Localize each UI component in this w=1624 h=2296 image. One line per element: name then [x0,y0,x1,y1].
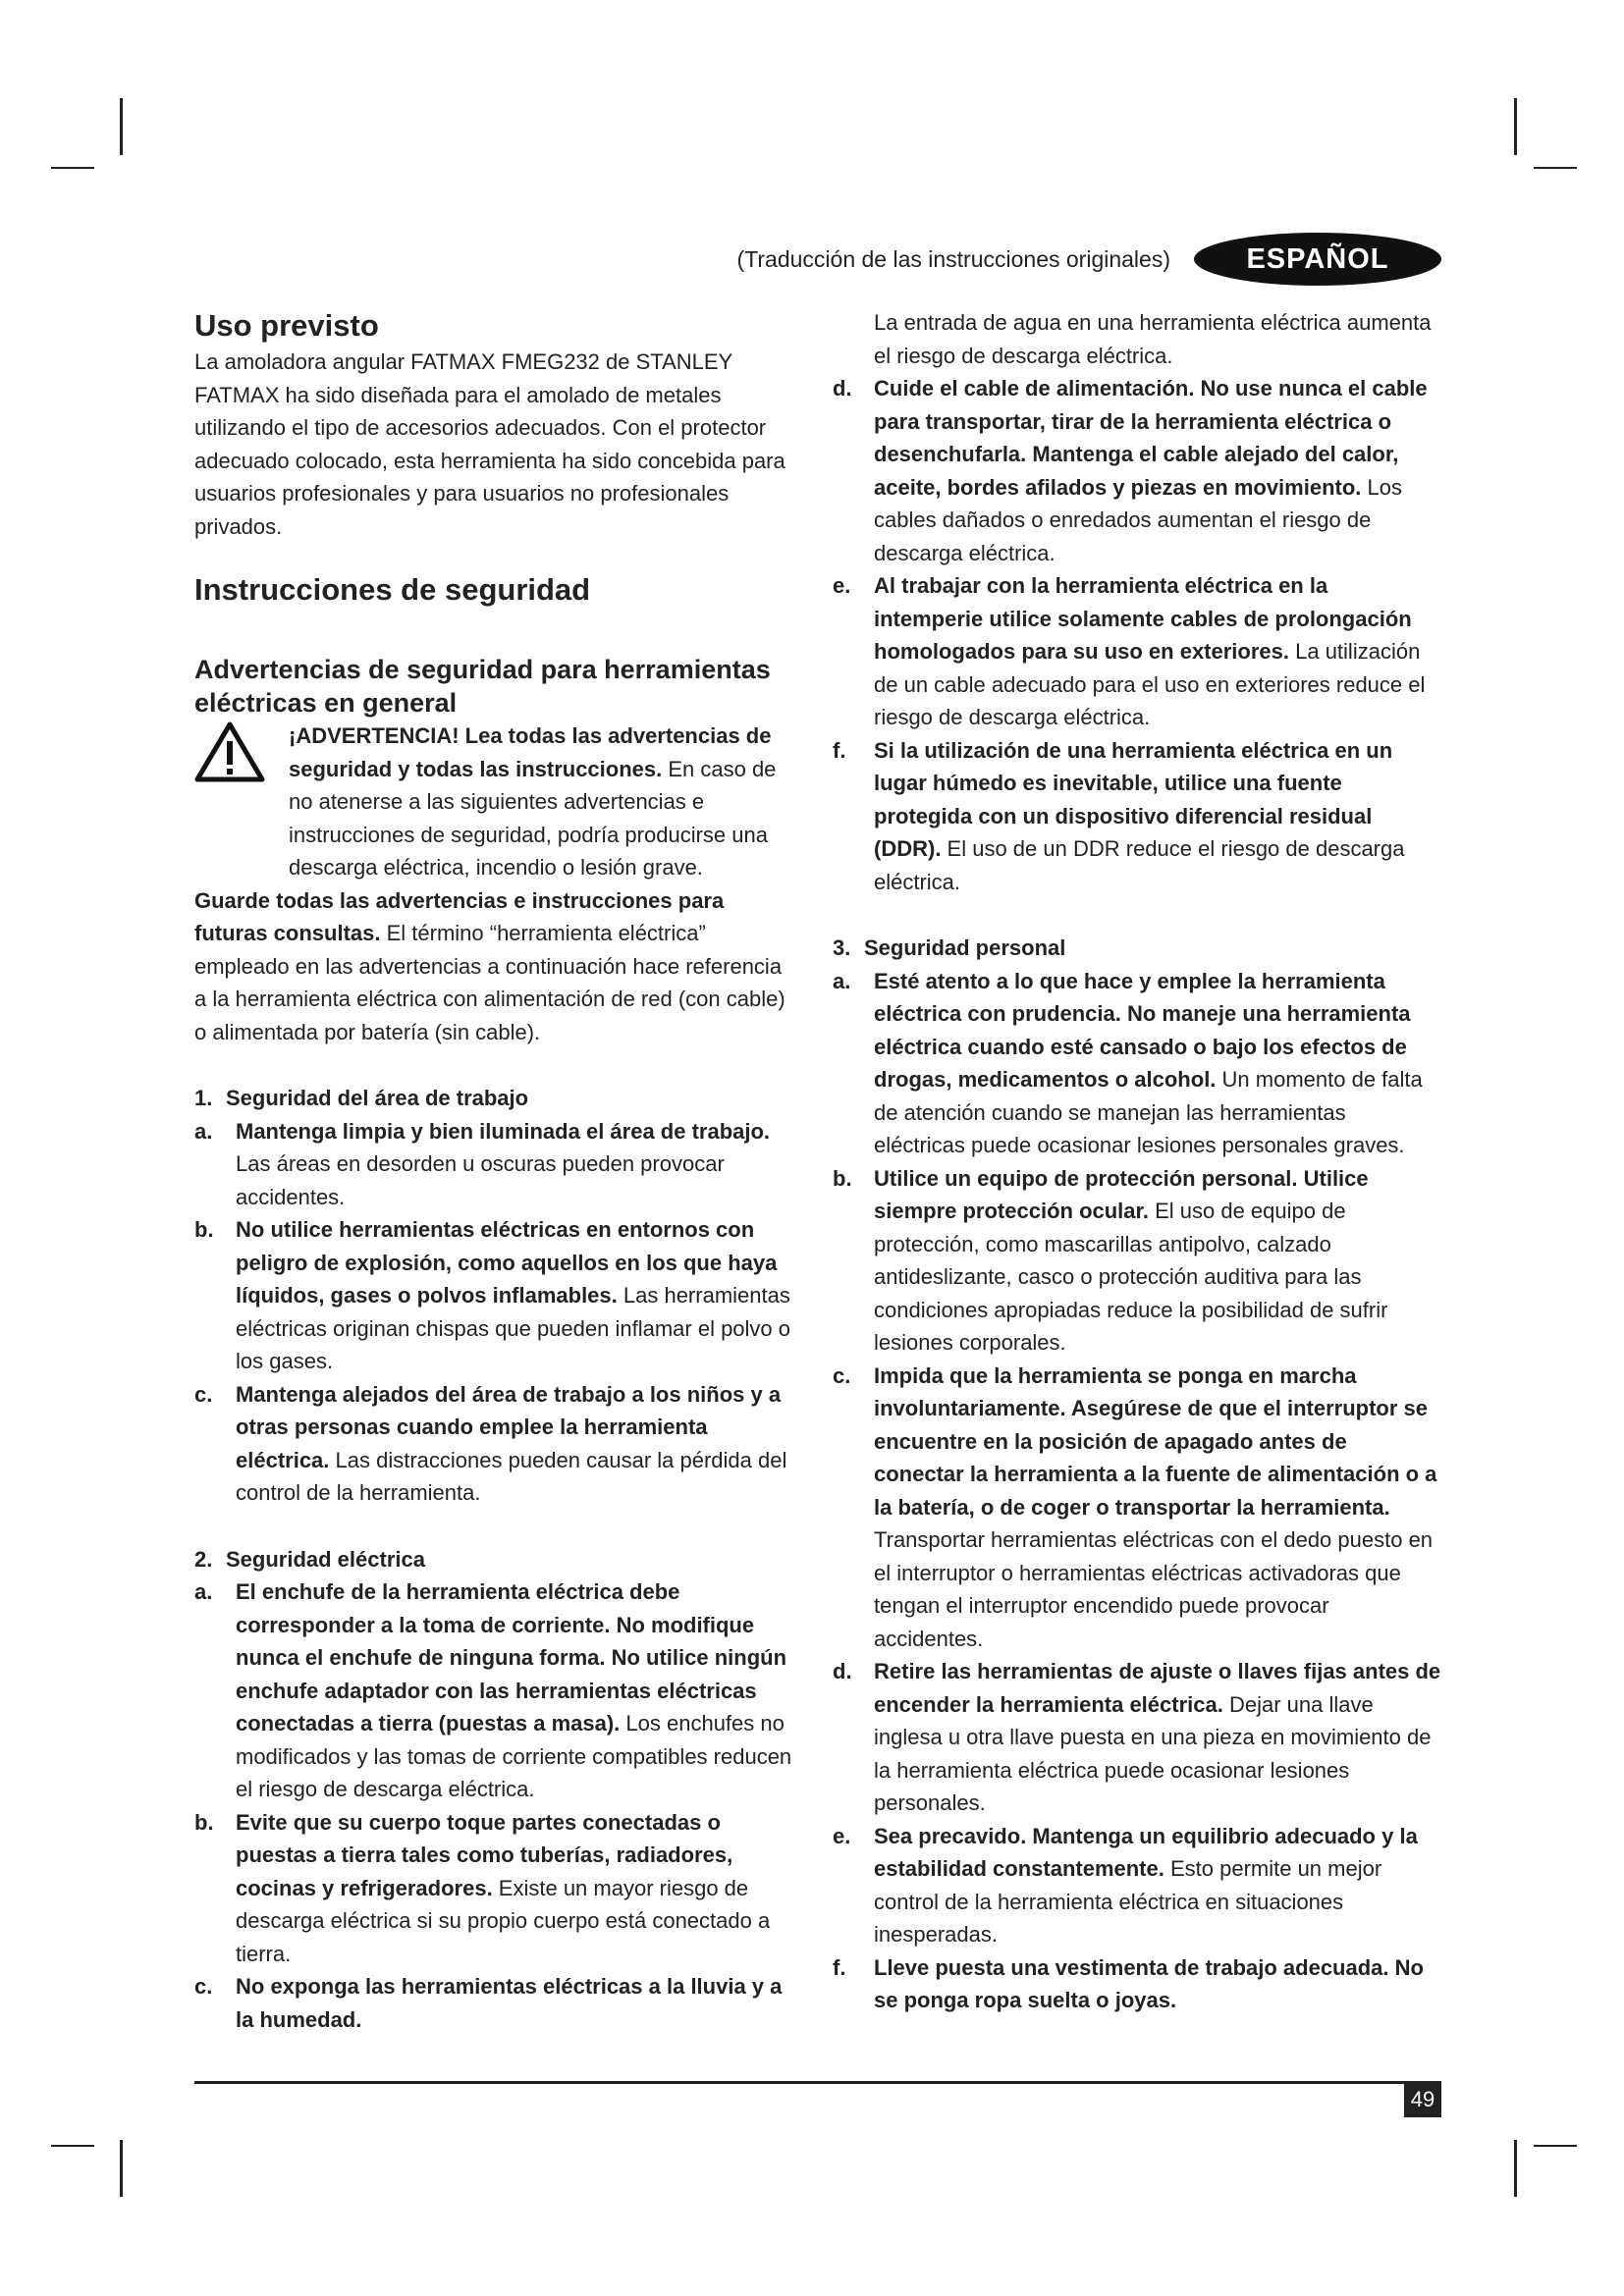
item-text [874,965,1441,1162]
list-item [194,1115,793,1214]
crop-mark [51,167,94,169]
list-item [833,1655,1441,1820]
item-bold: Retire las herramientas de ajuste o llaves fijas antes de encender la herramienta eléctrica. [874,1659,1441,1717]
item-bold: Utilice un equipo de protección personal. Utilice siempre protección ocular. [874,1165,1369,1223]
item-label: d. [833,1659,852,1683]
item-bold: Impida que la herramienta se ponga en marcha involuntariamente. Asegúrese de que el interruptor se encuentre en la posición de apagado antes de conectar la herramienta a la fuente de alimentación o a la batería, o de coger o transportar la herramienta. [874,1362,1437,1520]
item-text [874,1360,1441,1656]
item-bold: Evite que su cuerpo toque partes conectadas o puestas a tierra tales como tuberías, radiadores, cocinas y refrigeradores. [236,1809,733,1900]
item-text [874,1162,1441,1360]
item-text [874,1820,1441,1951]
guarde-paragraph [194,884,793,1049]
item-label: f. [833,1954,846,1980]
item-body: La utilización de un cable adecuado para el uso en exteriores reduce el riesgo de descarga eléctrica. [874,639,1426,729]
item-bold: Esté atento a lo que hace y emplee la herramienta eléctrica con prudencia. No maneje una herramienta eléctrica cuando esté cansado o bajo los efectos de drogas, medicamentos o alcohol. [874,968,1411,1092]
page-number: 49 [1404,2082,1441,2117]
item-text [236,1115,793,1214]
item-bold: Sea precavido. Mantenga un equilibrio adecuado y la estabilidad constantemente. [874,1823,1418,1881]
item-bold: Al trabajar con la herramienta eléctrica en la intemperie utilice solamente cables de prolongación homologados para su uso en exteriores. [874,573,1412,664]
footer-rule [194,2081,1441,2084]
item-bold: El enchufe de la herramienta eléctrica debe corresponder a la toma de corriente. No modifique nunca el enchufe de ninguna forma. No utilice ningún enchufe adaptador con las herramientas eléctricas conectadas a tierra (puestas a masa). [236,1579,787,1735]
item-text [874,1951,1441,2017]
item-label: c. [194,1974,213,1999]
item-body: Los enchufes no modificados y las tomas de corriente compatibles reducen el riesgo de descarga eléctrica. [236,1711,792,1801]
crop-mark [1514,2140,1517,2197]
page-header [687,240,1441,279]
item-text [236,1575,793,1806]
item-text [874,1655,1441,1820]
item-body: Los cables dañados o enredados aumentan el riesgo de descarga eléctrica. [874,474,1402,565]
crop-mark [1534,2145,1577,2147]
item-body: Dejar una llave inglesa u otra llave puesta en una pieza en movimiento de la herramienta eléctrica puede ocasionar lesiones personales. [874,1691,1432,1815]
item-label: c. [833,1362,851,1388]
list-item [194,1213,793,1378]
item-label: e. [833,1823,851,1848]
item-bold: Mantenga alejados del área de trabajo a los niños y a otras personas cuando emplee la herramienta eléctrica. [236,1381,782,1472]
subsection-title-advertencias: Advertencias de seguridad para herramientas eléctricas en general [194,655,771,718]
guarde-body: El término “herramienta eléctrica” empleado en las advertencias a continuación hace referencia a la herramienta eléctrica con alimentación de red (con cable) o alimentada por batería (sin cable). [194,921,785,1044]
left-column [194,306,793,2036]
uso-text: La amoladora angular FATMAX FMEG232 de STANLEY FATMAX ha sido diseñada para el amolado de metales utilizando el tipo de accesorios adecuados. Con el protector adecuado colocado, esta herramienta ha sido concebida para usuarios profesionales y para usuarios no profesionales privados. [194,349,785,539]
item-body: Existe un mayor riesgo de descarga eléctrica si su propio cuerpo está conectado a tierra. [236,1875,771,1966]
item-text [874,569,1441,734]
item-body: El uso de un DDR reduce el riesgo de descarga eléctrica. [874,836,1405,894]
item-label: b. [194,1809,214,1835]
item-label: b. [833,1165,852,1191]
item-label: c. [194,1381,213,1407]
warning-body: En caso de no atenerse a las siguientes advertencias e instrucciones de seguridad, podría producirse una descarga eléctrica, incendio o lesión grave. [289,756,777,880]
list-item [833,1360,1441,1656]
crop-mark [1534,167,1577,169]
guarde-bold: Guarde todas las advertencias e instrucciones para futuras consultas. [194,887,725,945]
language-badge: ESPAÑOL [1194,233,1441,286]
item-bold: Mantenga limpia y bien iluminada el área de trabajo. [236,1118,771,1144]
list-item-continuation [833,306,1441,372]
item-bold: Lleve puesta una vestimenta de trabajo adecuada. No se ponga ropa suelta o joyas. [874,1954,1424,2012]
warning-block [194,720,793,884]
item-bold: No exponga las herramientas eléctricas a la lluvia y a la humedad. [236,1974,783,2032]
list-number: 3. [833,935,851,960]
item-body: Esto permite un mejor control de la herramienta eléctrica en situaciones inesperadas. [874,1856,1382,1947]
item-label: d. [833,376,852,400]
item-body: Transportar herramientas eléctricas con el dedo puesto en el interruptor o herramientas eléctricas activadoras que tengan el interruptor encendido puede provocar accidentes. [874,1527,1434,1651]
list-heading-2 [194,1543,793,1576]
item-text [874,372,1441,569]
item-body: La entrada de agua en una herramienta eléctrica aumenta el riesgo de descarga eléctrica. [874,310,1432,368]
list-item [833,1162,1441,1360]
crop-mark [120,98,123,155]
section-title-uso: Uso previsto [194,308,379,343]
crop-mark [1514,98,1517,155]
item-label: f. [833,737,846,763]
right-column [833,306,1441,2017]
item-text [236,1806,793,1971]
item-label: a. [194,1118,213,1144]
warning-triangle-icon [194,720,289,884]
list-item [833,1951,1441,2017]
item-text [236,1378,793,1510]
list-number: 1. [194,1086,213,1110]
crop-mark [120,2140,123,2197]
list-heading-text: Seguridad eléctrica [226,1546,425,1572]
list-item [833,1820,1441,1951]
item-bold: Si la utilización de una herramienta eléctrica en un lugar húmedo es inevitable, utilice una fuente protegida con un dispositivo diferencial residual (DDR). [874,737,1393,861]
warning-bold: ¡ADVERTENCIA! Lea todas las advertencias de seguridad y todas las instrucciones. [289,723,772,781]
list-heading-text: Seguridad personal [864,935,1066,960]
item-label: a. [194,1579,213,1604]
item-body: Las herramientas eléctricas originan chispas que pueden inflamar el polvo o los gases. [236,1283,791,1373]
list-number: 2. [194,1546,213,1572]
list-item [194,1378,793,1510]
list-item [833,965,1441,1162]
list-item [194,1970,793,2036]
item-bold: Cuide el cable de alimentación. No use nunca el cable para transportar, tirar de la herramienta eléctrica o desenchufarla. Mantenga el cable alejado del calor, aceite, bordes afilados y piezas en movimiento. [874,376,1428,500]
list-item [833,569,1441,734]
item-bold: No utilice herramientas eléctricas en entornos con peligro de explosión, como aquellos en los que haya líquidos, gases o polvos inflamables. [236,1217,778,1308]
list-heading-text: Seguridad del área de trabajo [226,1086,529,1110]
list-heading-3 [833,932,1441,965]
item-label: a. [833,968,851,993]
item-body: Las áreas en desorden u oscuras pueden provocar accidentes. [236,1151,725,1209]
item-label: e. [833,573,851,598]
list-item [833,372,1441,569]
item-body: Las distracciones pueden causar la pérdida del control de la herramienta. [236,1447,787,1505]
item-label: b. [194,1217,214,1242]
crop-mark [51,2145,94,2147]
item-text [236,1213,793,1378]
item-text [236,1970,793,2036]
list-item [833,734,1441,899]
warning-text [289,720,793,884]
list-heading-1 [194,1082,793,1115]
item-body: Un momento de falta de atención cuando se manejan las herramientas eléctricas puede ocasionar lesiones personales graves. [874,1067,1423,1157]
list-item [194,1806,793,1971]
section-title-seguridad: Instrucciones de seguridad [194,572,591,607]
item-text [874,734,1441,899]
item-body: El uso de equipo de protección, como mascarillas antipolvo, calzado antideslizante, casco o protección auditiva para las condiciones apropiadas reduce la posibilidad de sufrir lesiones corporales. [874,1199,1388,1355]
header-subtitle: (Traducción de las instrucciones originales) [736,245,1170,272]
list-item [194,1575,793,1806]
